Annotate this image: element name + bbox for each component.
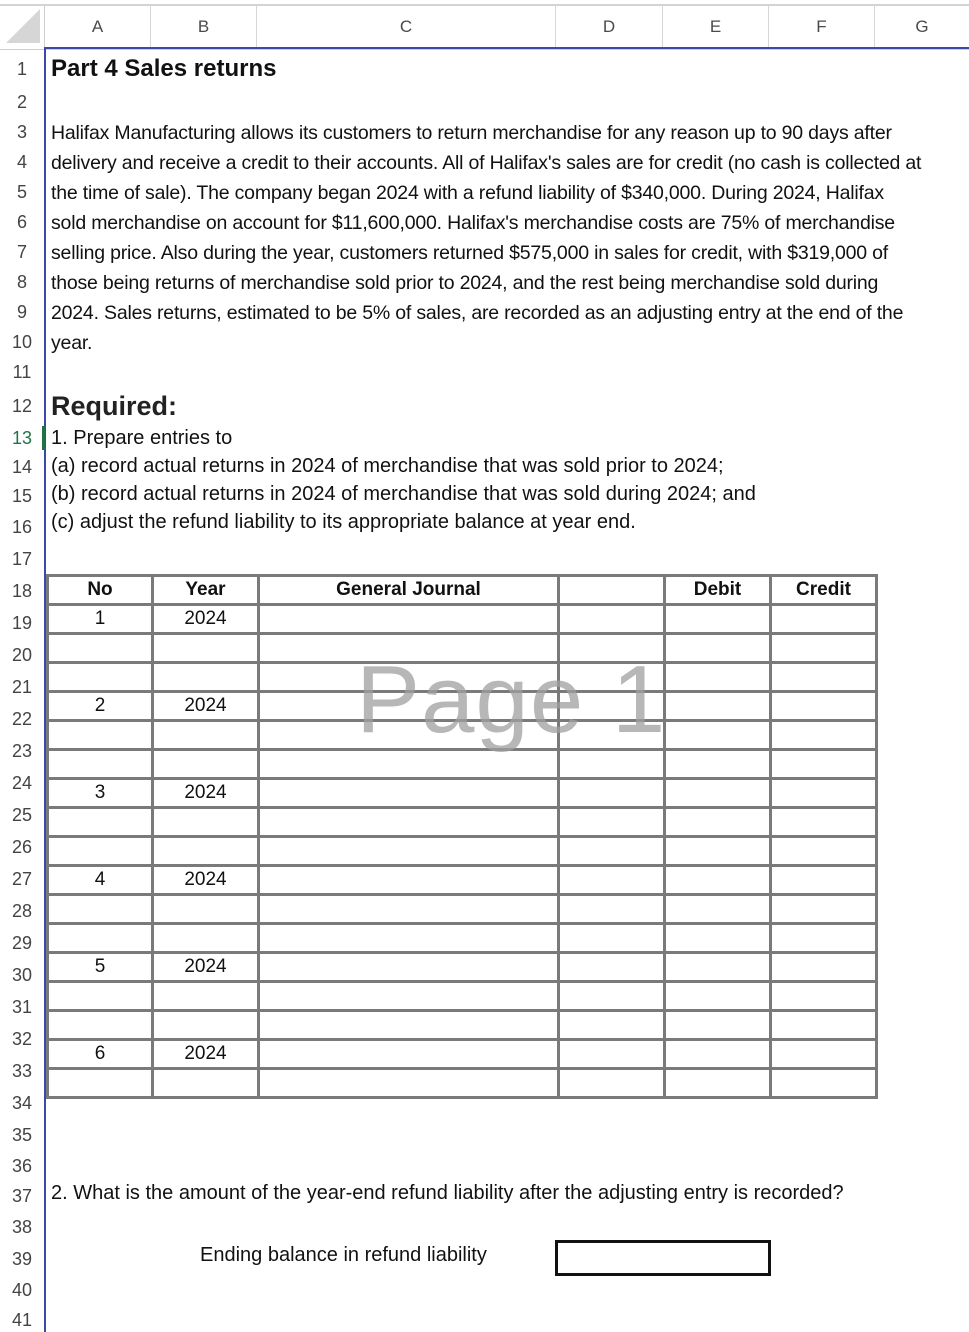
row-header-39[interactable]: 39: [11, 1249, 33, 1269]
journal-cell-no[interactable]: [48, 634, 153, 663]
journal-cell-debit[interactable]: [665, 692, 771, 721]
journal-cell-credit[interactable]: [771, 808, 877, 837]
row-header-35[interactable]: 35: [11, 1125, 33, 1145]
journal-cell-account[interactable]: [259, 1011, 559, 1040]
journal-cell-no[interactable]: 3: [48, 779, 153, 808]
header-year: Year: [153, 576, 259, 605]
journal-row: [48, 924, 877, 953]
journal-row: [48, 605, 877, 634]
row-header-38[interactable]: 38: [11, 1217, 33, 1237]
journal-cell-year[interactable]: 2024: [153, 779, 259, 808]
column-header-g[interactable]: G: [915, 17, 929, 36]
journal-cell-debit[interactable]: [665, 866, 771, 895]
journal-cell-no[interactable]: [48, 982, 153, 1011]
journal-cell-account[interactable]: [259, 837, 559, 866]
journal-row: [48, 808, 877, 837]
journal-cell-credit[interactable]: [771, 982, 877, 1011]
journal-cell-debit[interactable]: [665, 721, 771, 750]
journal-cell-no[interactable]: [48, 895, 153, 924]
problem-text-line: 2024. Sales returns, estimated to be 5% of sales, are recorded as an adjusting entry at the end of the: [51, 302, 904, 324]
journal-cell-no[interactable]: [48, 663, 153, 692]
problem-text-line: Halifax Manufacturing allows its customers to return merchandise for any reason up to 90 days after: [51, 122, 892, 144]
journal-cell-account[interactable]: [259, 808, 559, 837]
header-credit: Credit: [771, 576, 877, 605]
journal-row: [48, 1069, 877, 1098]
journal-cell-account[interactable]: [259, 982, 559, 1011]
row-header-26[interactable]: 26: [11, 837, 33, 857]
question-2: 2. What is the amount of the year-end refund liability after the adjusting entry is recorded?: [51, 1182, 844, 1204]
journal-cell-debit[interactable]: [665, 1040, 771, 1069]
journal-cell-no[interactable]: [48, 808, 153, 837]
journal-cell-debit[interactable]: [665, 895, 771, 924]
row-header-32[interactable]: 32: [11, 1029, 33, 1049]
row-header-41[interactable]: 41: [11, 1310, 33, 1330]
journal-row: [48, 866, 877, 895]
journal-cell-year[interactable]: [153, 721, 259, 750]
row-header-36[interactable]: 36: [11, 1156, 33, 1176]
row-header-8[interactable]: 8: [16, 272, 27, 292]
journal-cell-no[interactable]: 1: [48, 605, 153, 634]
row-header-10[interactable]: 10: [11, 332, 33, 352]
journal-cell-blank[interactable]: [559, 924, 665, 953]
journal-cell-blank[interactable]: [559, 982, 665, 1011]
journal-cell-blank[interactable]: [559, 808, 665, 837]
journal-cell-blank[interactable]: [559, 895, 665, 924]
journal-header-row: [48, 576, 877, 605]
journal-cell-blank[interactable]: [559, 1011, 665, 1040]
journal-cell-debit[interactable]: [665, 1011, 771, 1040]
row-header-9[interactable]: 9: [16, 302, 27, 322]
row-header-24[interactable]: 24: [11, 773, 33, 793]
required-line: (c) adjust the refund liability to its appropriate balance at year end.: [51, 511, 636, 533]
row-header-27[interactable]: 27: [11, 869, 33, 889]
journal-cell-credit[interactable]: [771, 692, 877, 721]
row-header-11[interactable]: 11: [12, 362, 32, 382]
journal-cell-no[interactable]: [48, 924, 153, 953]
journal-row: [48, 953, 877, 982]
column-header-c[interactable]: C: [257, 6, 556, 47]
journal-cell-year[interactable]: 2024: [153, 953, 259, 982]
journal-cell-blank[interactable]: [559, 953, 665, 982]
row-header-19[interactable]: 19: [11, 613, 33, 633]
journal-cell-year[interactable]: [153, 1011, 259, 1040]
journal-cell-credit[interactable]: [771, 779, 877, 808]
row-header-2[interactable]: 2: [16, 92, 27, 112]
journal-cell-debit[interactable]: [665, 779, 771, 808]
journal-cell-no[interactable]: [48, 750, 153, 779]
row-header-17[interactable]: 17: [11, 549, 33, 569]
journal-cell-account[interactable]: [259, 1040, 559, 1069]
column-header-e[interactable]: E: [663, 6, 769, 47]
journal-cell-account[interactable]: [259, 924, 559, 953]
row-header-13[interactable]: 13: [11, 428, 33, 448]
journal-cell-year[interactable]: 2024: [153, 866, 259, 895]
journal-cell-no[interactable]: 6: [48, 1040, 153, 1069]
journal-cell-credit[interactable]: [771, 1040, 877, 1069]
header-blank: [559, 576, 665, 605]
journal-cell-debit[interactable]: [665, 982, 771, 1011]
journal-cell-account[interactable]: [259, 895, 559, 924]
column-header-d[interactable]: D: [556, 6, 663, 47]
row-header-7[interactable]: 7: [16, 242, 27, 262]
journal-row: [48, 982, 877, 1011]
journal-cell-account[interactable]: [259, 1069, 559, 1098]
row-header-4[interactable]: 4: [16, 152, 27, 172]
row-header-14[interactable]: 14: [11, 457, 33, 477]
problem-text-line: year.: [51, 332, 93, 354]
journal-cell-credit[interactable]: [771, 837, 877, 866]
row-header-5[interactable]: 5: [16, 182, 27, 202]
column-header-f[interactable]: F: [769, 6, 875, 47]
journal-cell-no[interactable]: 4: [48, 866, 153, 895]
column-header-b[interactable]: B: [151, 6, 257, 47]
journal-cell-blank[interactable]: [559, 779, 665, 808]
journal-cell-blank[interactable]: [559, 1069, 665, 1098]
problem-text-line: delivery and receive a credit to their accounts. All of Halifax's sales are for credit (no cash is collected at: [51, 152, 922, 174]
sheet-title: Part 4 Sales returns: [51, 55, 277, 82]
journal-cell-debit[interactable]: [665, 924, 771, 953]
journal-row: [48, 837, 877, 866]
row-header-6[interactable]: 6: [16, 212, 27, 232]
journal-cell-no[interactable]: [48, 721, 153, 750]
row-header-16[interactable]: 16: [11, 517, 33, 537]
row-header-37[interactable]: 37: [11, 1186, 33, 1206]
journal-cell-blank[interactable]: [559, 866, 665, 895]
journal-cell-account[interactable]: [259, 866, 559, 895]
header-general-journal: General Journal: [259, 576, 559, 605]
journal-cell-year[interactable]: [153, 837, 259, 866]
row-header-3[interactable]: 3: [16, 122, 27, 142]
journal-cell-blank[interactable]: [559, 837, 665, 866]
row-header-1[interactable]: 1: [16, 59, 27, 79]
journal-cell-credit[interactable]: [771, 953, 877, 982]
row-header-23[interactable]: 23: [11, 741, 33, 761]
required-line: (a) record actual returns in 2024 of merchandise that was sold prior to 2024;: [51, 455, 724, 477]
select-all-triangle-icon: [6, 9, 40, 43]
required-heading: Required:: [51, 391, 178, 421]
journal-cell-year[interactable]: [153, 895, 259, 924]
column-header-a[interactable]: A: [45, 6, 151, 47]
row-header-15[interactable]: 15: [11, 486, 33, 506]
problem-text-line: sold merchandise on account for $11,600,000. Halifax's merchandise costs are 75% of merchandise: [51, 212, 895, 234]
journal-cell-credit[interactable]: [771, 750, 877, 779]
journal-cell-debit[interactable]: [665, 837, 771, 866]
journal-cell-year[interactable]: [153, 982, 259, 1011]
row-header-31[interactable]: 31: [11, 997, 33, 1017]
row-header-22[interactable]: 22: [11, 709, 33, 729]
journal-cell-year[interactable]: [153, 663, 259, 692]
problem-text-line: selling price. Also during the year, customers returned $575,000 in sales for credit, with $319,000 of: [51, 242, 889, 264]
journal-cell-account[interactable]: [259, 779, 559, 808]
journal-cell-credit[interactable]: [771, 924, 877, 953]
row-header-21[interactable]: 21: [11, 677, 33, 697]
journal-cell-no[interactable]: [48, 1011, 153, 1040]
journal-cell-debit[interactable]: [665, 953, 771, 982]
journal-cell-debit[interactable]: [665, 605, 771, 634]
journal-cell-debit[interactable]: [665, 663, 771, 692]
ending-balance-input[interactable]: [555, 1240, 771, 1276]
journal-cell-year[interactable]: [153, 808, 259, 837]
journal-cell-year[interactable]: [153, 634, 259, 663]
journal-cell-no[interactable]: [48, 1069, 153, 1098]
required-line: 1. Prepare entries to: [51, 427, 233, 449]
journal-cell-debit[interactable]: [665, 1069, 771, 1098]
row-header-18[interactable]: 18: [11, 581, 33, 601]
journal-cell-credit[interactable]: [771, 866, 877, 895]
row-header-28[interactable]: 28: [11, 901, 33, 921]
journal-cell-credit[interactable]: [771, 895, 877, 924]
journal-cell-year[interactable]: [153, 1069, 259, 1098]
journal-cell-no[interactable]: 2: [48, 692, 153, 721]
problem-text-line: the time of sale). The company began 2024 with a refund liability of $340,000. During 2024, Halifax: [51, 182, 884, 204]
journal-cell-year[interactable]: [153, 924, 259, 953]
journal-row: [48, 895, 877, 924]
row-header-33[interactable]: 33: [11, 1061, 33, 1081]
journal-cell-blank[interactable]: [559, 1040, 665, 1069]
journal-cell-debit[interactable]: [665, 808, 771, 837]
row-header-29[interactable]: 29: [11, 933, 33, 953]
journal-cell-debit[interactable]: [665, 750, 771, 779]
row-header-40[interactable]: 40: [11, 1280, 33, 1300]
row-header-30[interactable]: 30: [11, 965, 33, 985]
selected-row-marker: [42, 426, 45, 450]
journal-cell-credit[interactable]: [771, 634, 877, 663]
journal-row: [48, 779, 877, 808]
journal-cell-credit[interactable]: [771, 663, 877, 692]
journal-cell-debit[interactable]: [665, 634, 771, 663]
journal-cell-account[interactable]: [259, 953, 559, 982]
journal-cell-year[interactable]: 2024: [153, 692, 259, 721]
row-header-34[interactable]: 34: [11, 1093, 33, 1113]
journal-cell-account[interactable]: [259, 605, 559, 634]
journal-cell-no[interactable]: 5: [48, 953, 153, 982]
journal-cell-credit[interactable]: [771, 1011, 877, 1040]
header-debit: Debit: [665, 576, 771, 605]
sheet-top-border: [44, 47, 969, 49]
row-header-20[interactable]: 20: [11, 645, 33, 665]
row-header-12[interactable]: 12: [11, 396, 33, 416]
journal-cell-credit[interactable]: [771, 605, 877, 634]
row-header-25[interactable]: 25: [11, 805, 33, 825]
ending-balance-label: Ending balance in refund liability: [200, 1244, 487, 1266]
journal-cell-credit[interactable]: [771, 721, 877, 750]
journal-cell-no[interactable]: [48, 837, 153, 866]
problem-text-line: those being returns of merchandise sold prior to 2024, and the rest being merchandise sold during: [51, 272, 879, 294]
journal-row: [48, 1011, 877, 1040]
journal-cell-blank[interactable]: [559, 605, 665, 634]
journal-cell-credit[interactable]: [771, 1069, 877, 1098]
header-no: No: [48, 576, 153, 605]
required-line: (b) record actual returns in 2024 of merchandise that was sold during 2024; and: [51, 483, 756, 505]
select-all-corner[interactable]: [0, 6, 45, 47]
journal-cell-year[interactable]: 2024: [153, 1040, 259, 1069]
journal-row: [48, 1040, 877, 1069]
journal-cell-year[interactable]: [153, 750, 259, 779]
page-watermark: Page 1: [356, 646, 667, 753]
journal-cell-year[interactable]: 2024: [153, 605, 259, 634]
